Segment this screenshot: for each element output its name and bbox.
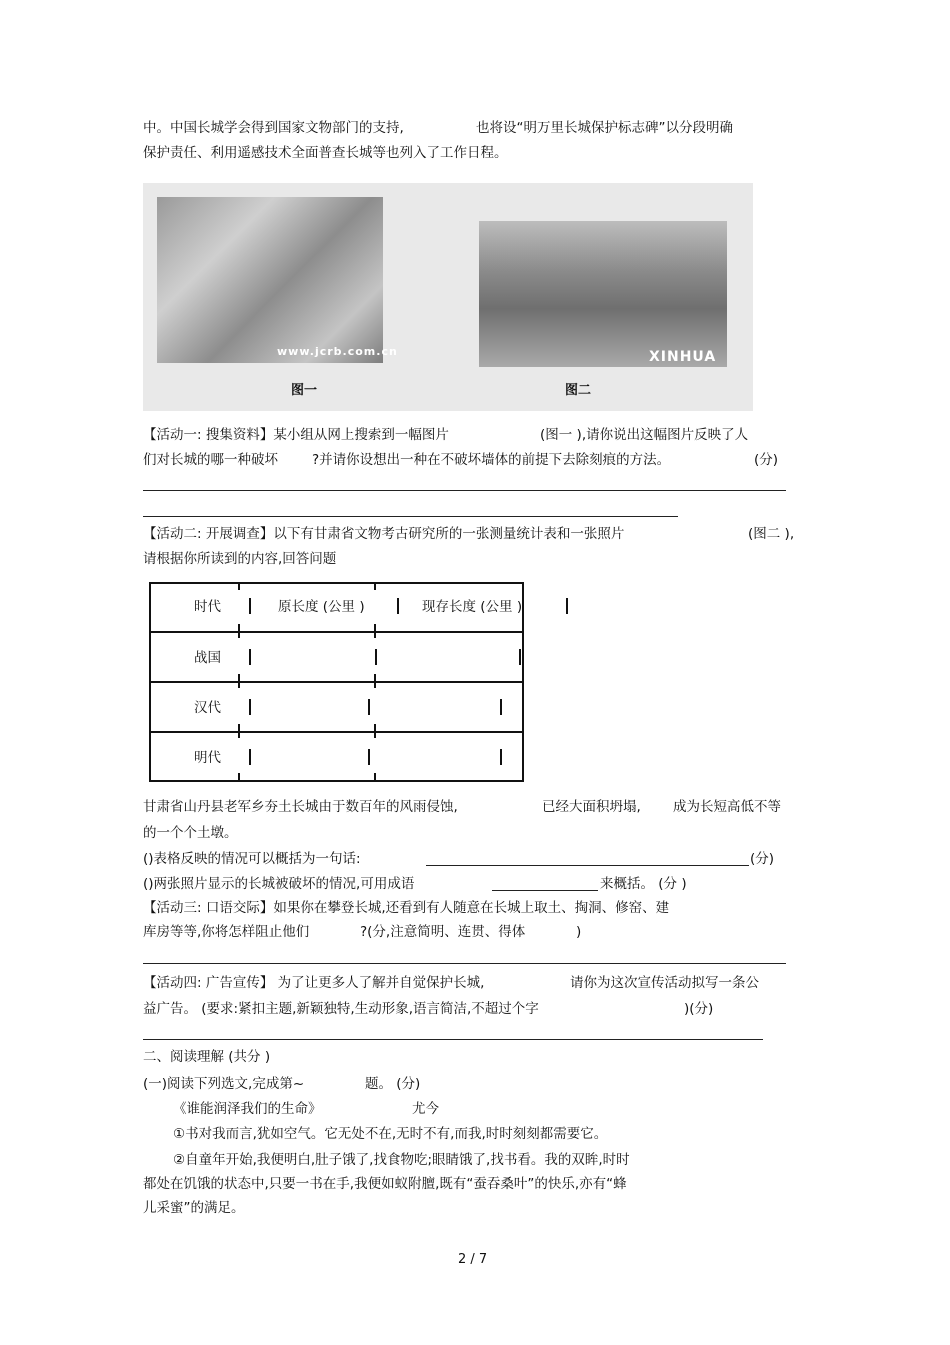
intro-line-2: 保护责任、利用遥感技术全面普查长城等也列入了工作日程。: [143, 145, 508, 161]
table-rule: [238, 773, 240, 781]
intro-line-1a: 中。中国长城学会得到国家文物部门的支持,: [143, 120, 404, 136]
section2-heading: 二、阅读理解 (共分 ): [143, 1049, 271, 1065]
question-2b: 来概括。 (分 ): [600, 876, 687, 892]
table-rule: [519, 649, 521, 665]
answer-line[interactable]: [426, 865, 749, 866]
figure-2-watermark: XINHUA: [649, 349, 717, 365]
table-rule: [150, 582, 524, 584]
table-rule: [375, 649, 377, 665]
figure-1-image: [157, 197, 398, 363]
section2-subheading-b: 题。 (分): [365, 1076, 421, 1092]
table-row-label: 明代: [194, 750, 221, 766]
answer-line[interactable]: [143, 963, 786, 964]
table-rule: [249, 749, 251, 765]
activity2-line-1a: 【活动二: 开展调查】以下有甘肃省文物考古研究所的一张测量统计表和一张照片: [143, 526, 625, 542]
table-rule: [397, 598, 399, 614]
activity2-line-2: 请根据你所读到的内容,回答问题: [143, 551, 337, 567]
table-rule: [238, 582, 240, 590]
intro-line-1b: 也将设“明万里长城保护标志碑”以分段明确: [476, 120, 733, 136]
table-rule: [374, 624, 376, 638]
article-author: 尤今: [412, 1101, 439, 1117]
answer-line[interactable]: [143, 516, 678, 517]
table-rule: [238, 624, 240, 638]
activity4-line-2b: )(分): [684, 1001, 714, 1017]
table-rule: [368, 699, 370, 715]
table-rule: [566, 598, 568, 614]
section2-subheading-a: (一)阅读下列选文,完成第~: [143, 1076, 305, 1092]
question-2a: ()两张照片显示的长城被破坏的情况,可用成语: [143, 876, 415, 892]
para-line-2: 的一个个土墩。: [143, 825, 238, 841]
table-rule: [150, 731, 524, 733]
table-rule: [150, 780, 524, 782]
table-rule: [374, 773, 376, 781]
activity2-line-1b: (图二 ),: [748, 526, 795, 542]
table-rule: [500, 699, 502, 715]
activity1-score: (分): [754, 452, 779, 468]
activity1-line-2b: ?并请你设想出一种在不破坏墙体的前提下去除刻痕的方法。: [312, 452, 671, 468]
table-rule: [249, 598, 251, 614]
figure-2-caption: 图二: [565, 383, 592, 398]
question-1: ()表格反映的情况可以概括为一句话:: [143, 851, 361, 867]
article-paragraph-2-line-2: 都处在饥饿的状态中,只要一书在手,我便如蚁附膻,既有“蚕吞桑叶”的快乐,亦有“蜂: [143, 1176, 627, 1192]
activity3-line-2c: ): [576, 924, 582, 940]
table-rule: [149, 582, 151, 782]
figure-block: [143, 183, 753, 411]
para-line-1b: 已经大面积坍塌,: [542, 799, 641, 815]
para-line-1c: 成为长短高低不等: [673, 799, 781, 815]
article-paragraph-2-line-1: ②自童年开始,我便明白,肚子饿了,找食物吃;眼睛饿了,找书看。我的双眸,时时: [173, 1152, 630, 1168]
figure-1-caption: 图一: [291, 383, 318, 398]
table-rule: [238, 724, 240, 738]
activity4-line-1a: 【活动四: 广告宣传】 为了让更多人了解并自觉保护长城,: [143, 975, 485, 991]
question-1-score: (分): [750, 851, 775, 867]
table-header-era: 时代: [194, 599, 221, 615]
activity4-line-2a: 益广告。 (要求:紧扣主题,新颖独特,生动形象,语言简洁,不超过个字: [143, 1001, 539, 1017]
article-paragraph-1: ①书对我而言,犹如空气。它无处不在,无时不有,而我,时时刻刻都需要它。: [173, 1126, 608, 1142]
table-rule: [368, 749, 370, 765]
table-row-label: 战国: [194, 650, 221, 666]
table-rule: [150, 631, 524, 633]
table-rule: [500, 749, 502, 765]
table-rule: [150, 681, 524, 683]
answer-line[interactable]: [492, 890, 598, 891]
table-rule: [238, 674, 240, 688]
table-rule: [249, 699, 251, 715]
table-header-original-length: 原长度 (公里 ): [278, 599, 365, 615]
article-paragraph-2-line-3: 儿采蜜”的满足。: [143, 1200, 245, 1216]
figure-2-image: [479, 221, 727, 367]
page-number: 2 / 7: [458, 1252, 488, 1267]
table-rule: [374, 582, 376, 590]
para-line-1a: 甘肃省山丹县老军乡夯土长城由于数百年的风雨侵蚀,: [143, 799, 458, 815]
table-rule: [374, 674, 376, 688]
activity1-line-1b: (图一 ),请你说出这幅图片反映了人: [540, 427, 749, 443]
table-row-label: 汉代: [194, 700, 221, 716]
answer-line[interactable]: [143, 1039, 763, 1040]
table-rule: [522, 582, 524, 782]
article-title: 《谁能润泽我们的生命》: [173, 1101, 322, 1117]
table-header-current-length: 现存长度 (公里 ): [422, 599, 523, 615]
activity1-line-2a: 们对长城的哪一种破坏: [143, 452, 278, 468]
activity3-line-2b: ?(分,注意简明、连贯、得体: [360, 924, 526, 940]
table-rule: [374, 724, 376, 738]
activity3-line-1: 【活动三: 口语交际】如果你在攀登长城,还看到有人随意在长城上取土、掏洞、修窑、建: [143, 900, 670, 916]
activity1-line-1a: 【活动一: 搜集资料】某小组从网上搜索到一幅图片: [143, 427, 449, 443]
activity3-line-2a: 库房等等,你将怎样阻止他们: [143, 924, 310, 940]
table-rule: [249, 649, 251, 665]
figure-1-watermark: www.jcrb.com.cn: [277, 345, 398, 358]
activity4-line-1b: 请你为这次宣传活动拟写一条公: [570, 975, 759, 991]
answer-line[interactable]: [143, 490, 786, 491]
